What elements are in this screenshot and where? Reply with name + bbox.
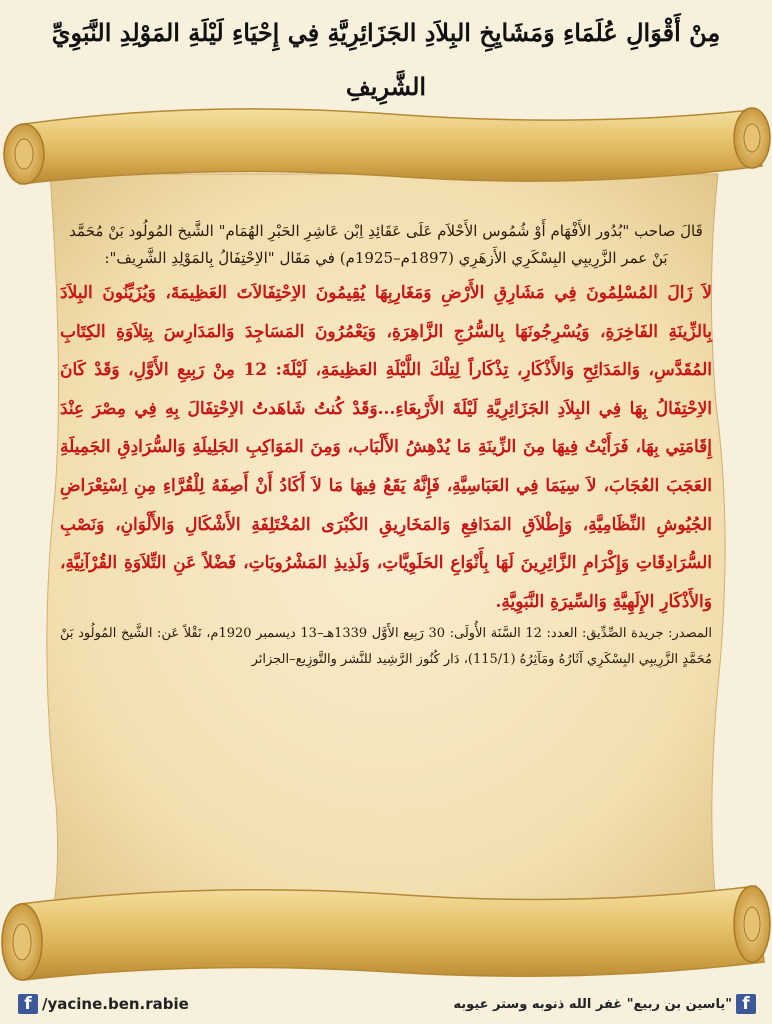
source-citation: المصدر: جريدة الصِّدِّيق: العدد: 12 السَّنَة الأُولَى: 30 رَبِيع الأَوَّل 1339هـ–13 ديسمبر 1920م، نَقْلاً عَن: الشَّيخ المُولُود بَنْ مُحَمَّدٍ الزَّرِيبِي البِسْكَرِي آثَارُهُ ومَآثِرُهُ (115/1)، دَار كُنُوز الرَّشِيد للنَّشر والتَّوزِيع–الجزائر (60, 626, 712, 668)
facebook-author-link[interactable] (453, 994, 756, 1014)
facebook-handle: /yacine.ben.rabie (42, 995, 189, 1013)
facebook-icon: f (736, 994, 756, 1014)
author-signature: "ياسين بن ربيع" غفر الله ذنوبه وستر عيوبه (453, 996, 732, 1012)
quote-paragraph: لاَ زَالَ المُسْلِمُونَ فِي مَشَارِقِ الأَرْضِ وَمَغَارِبِهَا يُقِيمُونَ الاِحْتِفَالاَتَ العَظِيمَةَ، وَيُزَيِّنُونَ البِلاَدَ بِالزِّينَةِ الفَاخِرَةِ، وَيُسْرِجُونَهَا بِالسُّرُجِ الزَّاهِرَةِ، وَيَعْمُرُونَ المَسَاجِدَ وَالمَدَارِسَ بِتِلاَوَةِ الكِتَابِ المُقَدَّسِ، وَالمَدَائِحِ وَالأَذْكَارِ، تِذْكَاراً لِتِلْكَ اللَّيْلَةِ العَظِيمَةِ، لَيْلَةَ: 12 مِنْ رَبِيعِ الأَوَّلِ، وَقَدْ كَانَ الاِحْتِفَالُ بِهَا فِي البِلاَدِ الجَزَائِرِيَّةِ لَيْلَةَ الأَرْبِعَاءِ...وَقَدْ كُنتُ شَاهَدتُ الاِحْتِفَالَ بِهِ فِي مِصْرَ عِنْدَ إِقَامَتِي بِهَا، فَرَأَيْتُ فِيهَا مِنَ الزِّينَةِ مَا يُدْهِشُ الأَلْبَاب، وَمِنَ المَوَاكِبِ الجَلِيلَةِ وَالسُّرَادِقِ الجَمِيلَةِ العَجَبَ العُجَابَ، لاَ سِيَمَا فِي العَبَاسِيَّةِ، فَإِنَّهُ يَقَعُ فِيهَا مَا لاَ أَكَادُ أَنْ أَصِفَهُ لِلْقُرَّاءِ مِنِ اِسْتِعْرَاضِ الجُيُوشِ النِّظَامِيَّةِ، وَإِطْلاَقِ المَدَافِعِ وَالمَخَارِيقِ الكُبْرَى المُخْتَلِفَةِ الأَشْكَالِ وَالأَلْوَانِ، وَنَصْبِ السُّرَادِقَاتِ وَإِكْرَامِ الزَّائِرِينَ لَهَا بِأَنْوَاعِ الحَلَوِيَّاتِ، وَلَذِيذِ المَشْرُوبَاتِ، فَضْلاً عَنِ التِّلاَوَةِ القُرْآنِيَّةِ، وَالأَذْكَارِ الإِلَهِيَّةِ وَالسِّيرَةِ النَّبَوِيَّةِ. (60, 283, 713, 612)
footer (0, 986, 772, 1024)
facebook-page-link[interactable] (18, 994, 189, 1014)
article-body (60, 218, 712, 673)
intro-paragraph: قَالَ صاحب "بُدُور الأَفْهَام أَوْ شُمُوس الأَحْلاَم عَلَى عَقَائِدِ اِبْن عَاشِرِ الحَبْرِ الهُمَام" الشَّيخ المُولُود بَنْ مُحَمَّد بَنْ عمر الزَّرِيبِي البِسْكَرِي الأَزهَرِي (1897م–1925م) في مَقَال "الاِحْتِفَالُ بِالمَوْلِدِ الشَّرِيف": (69, 222, 703, 267)
page-title: مِنْ أَقْوَالِ عُلَمَاءِ وَمَشَايِخِ البِلاَدِ الجَزَائِرِيَّةِ فِي إِحْيَاءِ لَيْلَةِ المَوْلِدِ النَّبَوِيِّ الشَّرِيفِ (51, 18, 721, 101)
facebook-icon: f (18, 994, 38, 1014)
